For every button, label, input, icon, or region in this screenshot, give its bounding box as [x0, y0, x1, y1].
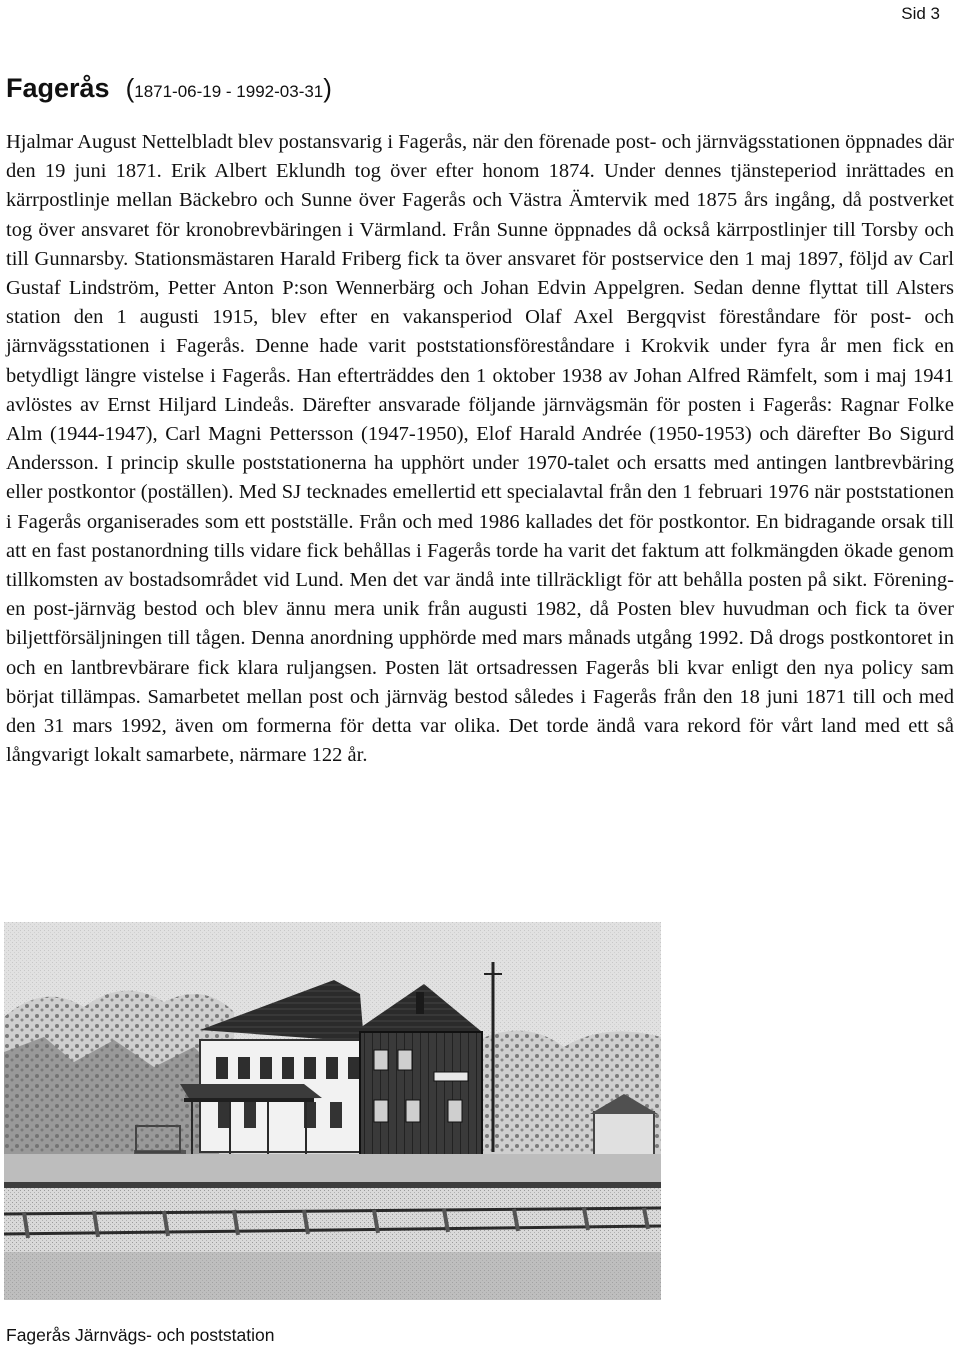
title-close-paren: ) [323, 73, 332, 103]
station-photo-drawing [4, 922, 661, 1300]
title-dates: 1871-06-19 - 1992-03-31 [134, 82, 324, 101]
station-photo [4, 922, 661, 1300]
title-station-name: Fagerås [6, 73, 110, 103]
page-title [6, 68, 332, 105]
title-open-paren: ( [125, 73, 135, 103]
photo-caption: Fagerås Järnvägs- och poststation [6, 1325, 275, 1345]
page-number: Sid 3 [901, 4, 940, 23]
body-paragraph: Hjalmar August Nettelbladt blev postansvarig i Fagerås, när den förenade post- och järnvägsstationen öppnades där den 19 juni 1871. Erik Albert Eklundh tog över efter honom 1874. Under dennes tjänsteperiod inrättades en kärrpostlinje mellan Bäckebro och Sunne över Fagerås och Västra Ämtervik med 1875 års ingång, då postverket tog över ansvaret för kronobrevbäringen i Värmland. Från Sunne öppnades då också kärrpostlinjer till Torsby och till Gunnarsby. Stationsmästaren Harald Friberg fick ta över ansvaret för postservice den 1 maj 1897, följd av Carl Gustaf Lindström, Petter Anton P:son Wennerbärg och Johan Edvin Appelgren. Sedan denne flyttat till Alsters station den 1 augusti 1915, blev efter en vakansperiod Olaf Axel Bergqvist föreståndare för post- och järnvägsstationen i Fagerås. Denne hade varit poststationsföreståndare i Krokvik under fyra år men fick en betydligt längre vistelse i Fagerås. Han efterträddes den 1 oktober 1938 av Johan Alfred Rämfelt, som i maj 1941 avlöstes av Ernst Hiljard Lindeås. Därefter ansvarade följande järnvägsmän för posten i Fagerås: Ragnar Folke Alm (1944-1947), Carl Magni Pettersson (1947-1950), Elof Harald Andrée (1950-1953) och därefter Bo Sigurd Andersson. I princip skulle poststationerna ha upphört under 1970-talet och ersatts med antingen lantbrevbäring eller postkontor (poställen). Med SJ tecknades emellertid ett specialavtal från den 1 februari 1976 när poststationen i Fagerås organiserades som ett postställe. Från och med 1986 kallades det för postkontor. En bidragande orsak till att en fast postanordning tills vidare fick behållas i Fagerås torde ha varit det faktum att folkmängden ökade genom tillkomsten av bostadsområdet vid Lund. Men det var ändå inte tillräckligt för att behålla posten på sikt. Föreningen post-järnväg bestod och blev ännu mera unik från augusti 1982, då Posten blev huvudman och fick ta över biljettförsäljningen till tågen. Denna anordning upphörde med mars månads utgång 1992. Då drogs postkontoret in och en lantbrevbärare fick klara ruljangsen. Posten lät ortsadressen Fagerås bli kvar enligt den nya policy sam börjat tillämpas. Samarbetet mellan post och järnväg bestod således i Fagerås från den 18 juni 1871 till och med den 31 mars 1992, även om formerna för detta var olika. Det torde ändå vara rekord för vårt land med ett så långvarigt lokalt samarbete, närmare 122 år. [6, 131, 954, 767]
